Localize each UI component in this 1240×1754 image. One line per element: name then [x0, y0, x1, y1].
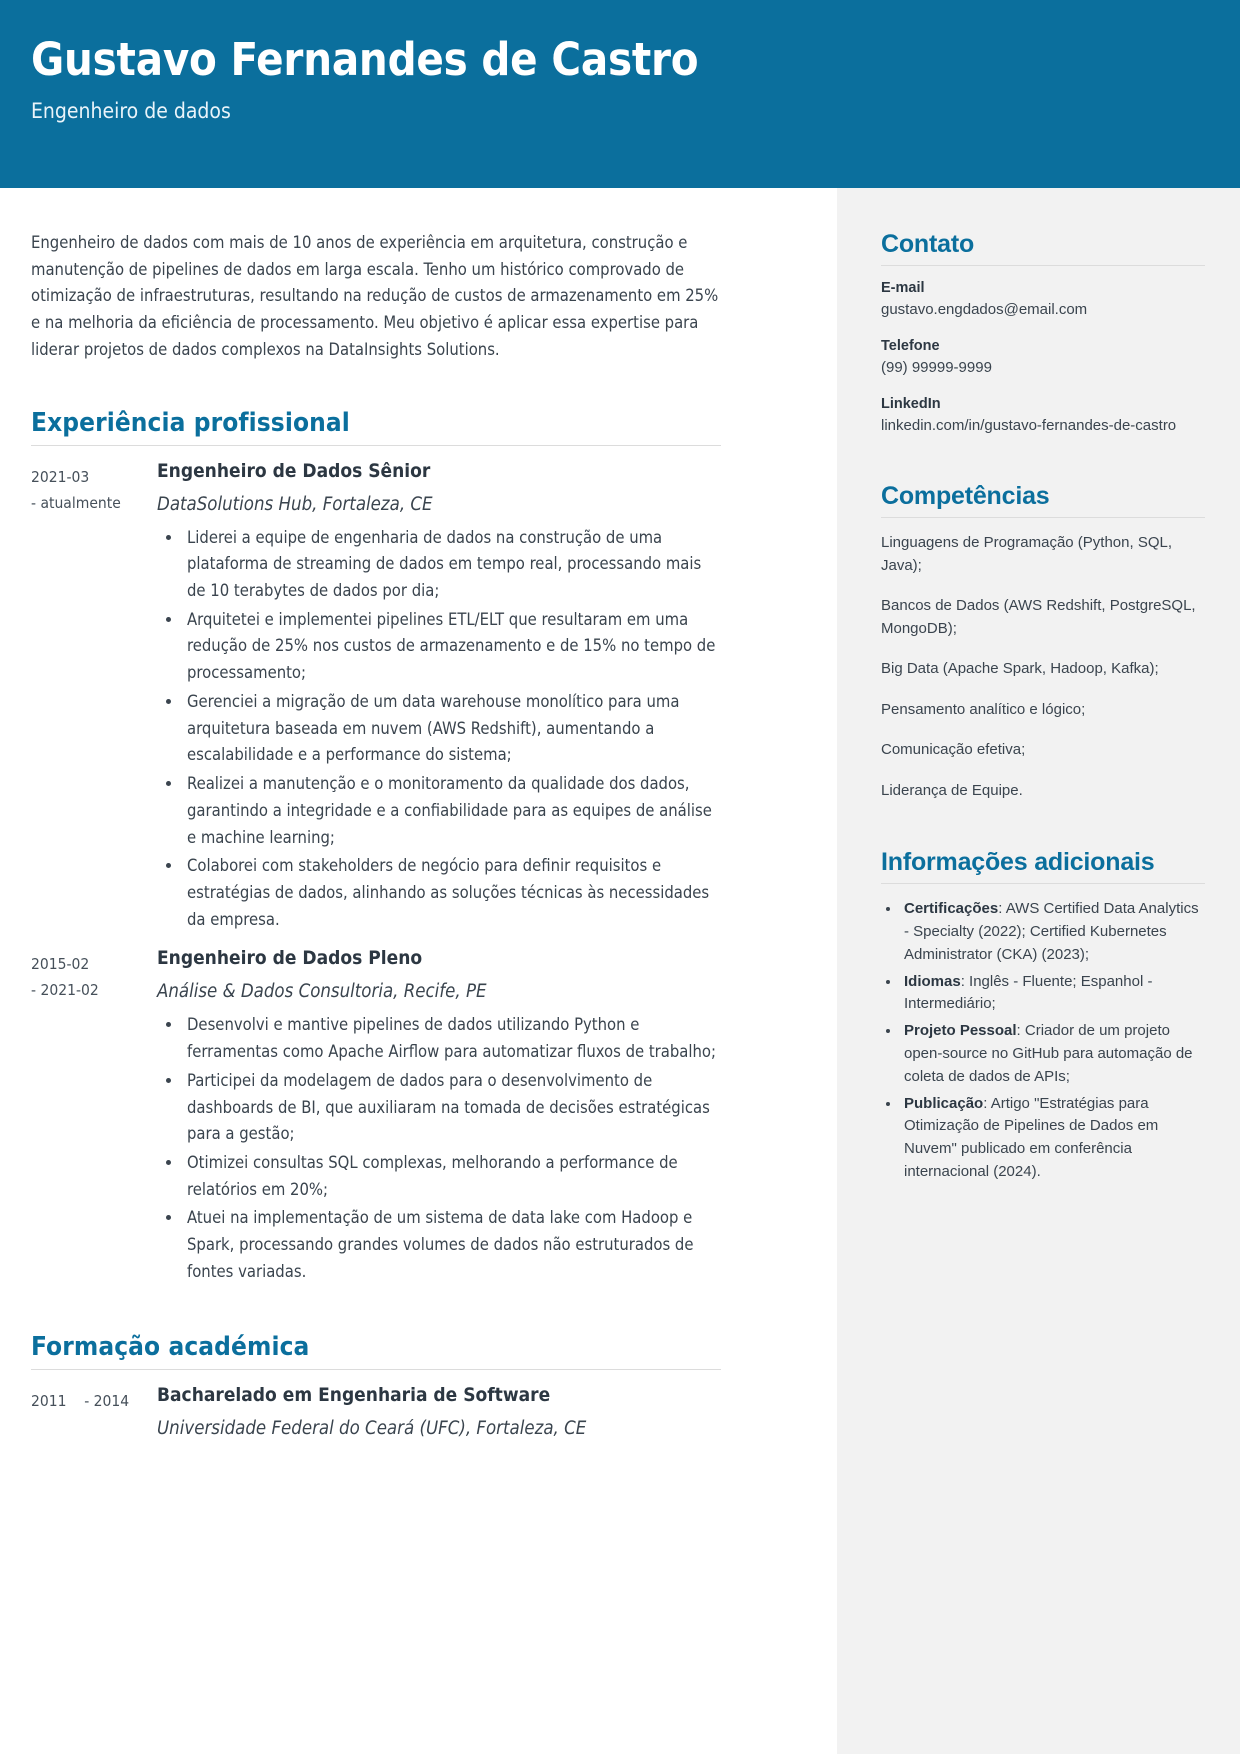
- contact-label: LinkedIn: [881, 395, 941, 412]
- job-organization: Análise & Dados Consultoria, Recife, PE: [157, 981, 487, 1003]
- contact-item-phone: [881, 338, 1205, 379]
- skill-item: Big Data (Apache Spark, Hadoop, Kafka);: [881, 660, 1159, 678]
- list-item: • Arquitetei e implementei pipelines ETL/ELT que resultaram em uma redução de 25% nos custos de armazenamento e de 15% no tempo de processamento;: [183, 607, 721, 687]
- list-item: • Desenvolvi e mantive pipelines de dados utilizando Python e ferramentas como Apache Airflow para automatizar fluxos de trabalho;: [183, 1012, 721, 1065]
- date-end: - 2014: [84, 1391, 130, 1410]
- section-divider: [31, 1369, 721, 1370]
- experience-entry-dates: [31, 460, 157, 516]
- sidebar-title-skills: Competências: [881, 482, 1050, 511]
- skill-item: Pensamento analítico e lógico;: [881, 700, 1086, 718]
- additional-value: : Artigo "Estratégias para Otimização de Pipelines de Dados em Nuvem" publicado em conferência internacional (2024).: [904, 1094, 1159, 1181]
- sidebar-title-additional: Informações adicionais: [881, 848, 1155, 877]
- contact-item-linkedin: [881, 396, 1205, 437]
- list-item: • Gerenciei a migração de um data warehouse monolítico para uma arquitetura baseada em nuvem (AWS Redshift), aumentando a escalabilidade e a performance do sistema;: [183, 689, 721, 769]
- section-title-experience: Experiência profissional: [31, 407, 350, 438]
- date-end: - 2021-02: [31, 981, 99, 1000]
- job-organization: DataSolutions Hub, Fortaleza, CE: [157, 493, 433, 515]
- sidebar-title-contact: Contato: [881, 230, 975, 258]
- experience-entry-dates: [31, 947, 157, 1003]
- section-education: [0, 1332, 837, 1449]
- skill-item: Comunicação efetiva;: [881, 741, 1026, 759]
- experience-entry: [31, 947, 721, 1287]
- candidate-name: Gustavo Fernandes de Castro: [31, 33, 699, 86]
- additional-info-list: [881, 898, 1205, 1184]
- date-start: 2011: [31, 1391, 67, 1410]
- date-start: 2021-03: [31, 467, 90, 486]
- contact-value-linkedin[interactable]: linkedin.com/in/gustavo-fernandes-de-castro: [881, 416, 1177, 434]
- additional-value: : AWS Certified Data Analytics - Specialty (2022); Certified Kubernetes Administrator (CKA) (2023);: [904, 900, 1199, 963]
- contact-value-phone[interactable]: (99) 99999-9999: [881, 358, 992, 376]
- additional-label: Projeto Pessoal: [904, 1022, 1017, 1040]
- degree-title: Bacharelado em Engenharia de Software: [157, 1383, 551, 1406]
- additional-value: : Criador de um projeto open-source no GitHub para automação de coleta de dados de APIs;: [904, 1022, 1193, 1085]
- section-experience: [0, 408, 837, 1288]
- contact-label: Telefone: [881, 337, 940, 354]
- list-item: [901, 1093, 1205, 1184]
- candidate-role: Engenheiro de dados: [31, 98, 231, 123]
- list-item: [901, 1020, 1205, 1088]
- list-item: • Realizei a manutenção e o monitoramento da qualidade dos dados, garantindo a integridade e a confiabilidade para as equipes de análise e machine learning;: [183, 771, 721, 851]
- section-title-education: Formação académica: [31, 1331, 310, 1362]
- job-bullet-list: [157, 525, 721, 934]
- section-divider: [31, 445, 721, 446]
- resume-header-banner: [0, 0, 1240, 188]
- list-item: • Atuei na implementação de um sistema de data lake com Hadoop e Spark, processando grandes volumes de dados não estruturados de fontes variadas.: [183, 1205, 721, 1285]
- date-end: - atualmente: [31, 493, 121, 512]
- education-entry-dates: [31, 1384, 157, 1414]
- contact-label: E-mail: [881, 280, 925, 296]
- education-entry: [31, 1384, 721, 1449]
- sidebar-divider: [881, 883, 1205, 884]
- education-entry-body: [157, 1384, 721, 1449]
- contact-value-email[interactable]: gustavo.engdados@email.com: [881, 301, 1088, 318]
- skill-item: Liderança de Equipe.: [881, 781, 1023, 799]
- degree-institution: Universidade Federal do Ceará (UFC), Fortaleza, CE: [157, 1417, 587, 1439]
- list-item: • Colaborei com stakeholders de negócio para definir requisitos e estratégias de dados, alinhando as soluções técnicas às necessidades da empresa.: [183, 853, 721, 933]
- additional-label: Publicação: [904, 1094, 984, 1112]
- experience-entry-body: [157, 947, 721, 1287]
- sidebar-column: [837, 188, 1240, 1754]
- date-start: 2015-02: [31, 955, 90, 974]
- additional-label: Certificações: [904, 900, 999, 918]
- list-item: • Liderei a equipe de engenharia de dados na construção de uma plataforma de streaming de dados em tempo real, processando mais de 10 terabytes de dados por dia;: [183, 525, 721, 605]
- additional-label: Idiomas: [904, 972, 961, 990]
- list-item: • Participei da modelagem de dados para o desenvolvimento de dashboards de BI, que auxiliaram na tomada de decisões estratégicas para a gestão;: [183, 1068, 721, 1148]
- job-title: Engenheiro de Dados Pleno: [157, 947, 423, 970]
- job-bullet-list: [157, 1012, 721, 1285]
- job-title: Engenheiro de Dados Sênior: [157, 459, 431, 482]
- professional-summary: Engenheiro de dados com mais de 10 anos de experiência em arquitetura, construção e manutenção de pipelines de dados em larga escala. Tenho um histórico comprovado de otimização de infraestruturas, resultando na redução de custos de armazenamento em 25% e na melhoria da eficiência de processamento. Meu objetivo é aplicar essa expertise para liderar projetos de dados complexos na DataInsights Solutions.: [31, 233, 719, 359]
- resume-body: [0, 188, 1240, 1754]
- skill-item: Bancos de Dados (AWS Redshift, PostgreSQL, MongoDB);: [881, 597, 1196, 637]
- contact-item-email: [881, 280, 1205, 321]
- experience-entry: [31, 460, 721, 936]
- list-item: [901, 898, 1205, 966]
- main-column: [0, 188, 837, 1754]
- skill-item: Linguagens de Programação (Python, SQL, Java);: [881, 534, 1173, 574]
- additional-value: : Inglês - Fluente; Espanhol - Intermediário;: [904, 972, 1153, 1013]
- list-item: • Otimizei consultas SQL complexas, melhorando a performance de relatórios em 20%;: [183, 1150, 721, 1203]
- experience-entry-body: [157, 460, 721, 936]
- sidebar-divider: [881, 265, 1205, 266]
- sidebar-divider: [881, 517, 1205, 518]
- list-item: [901, 971, 1205, 1017]
